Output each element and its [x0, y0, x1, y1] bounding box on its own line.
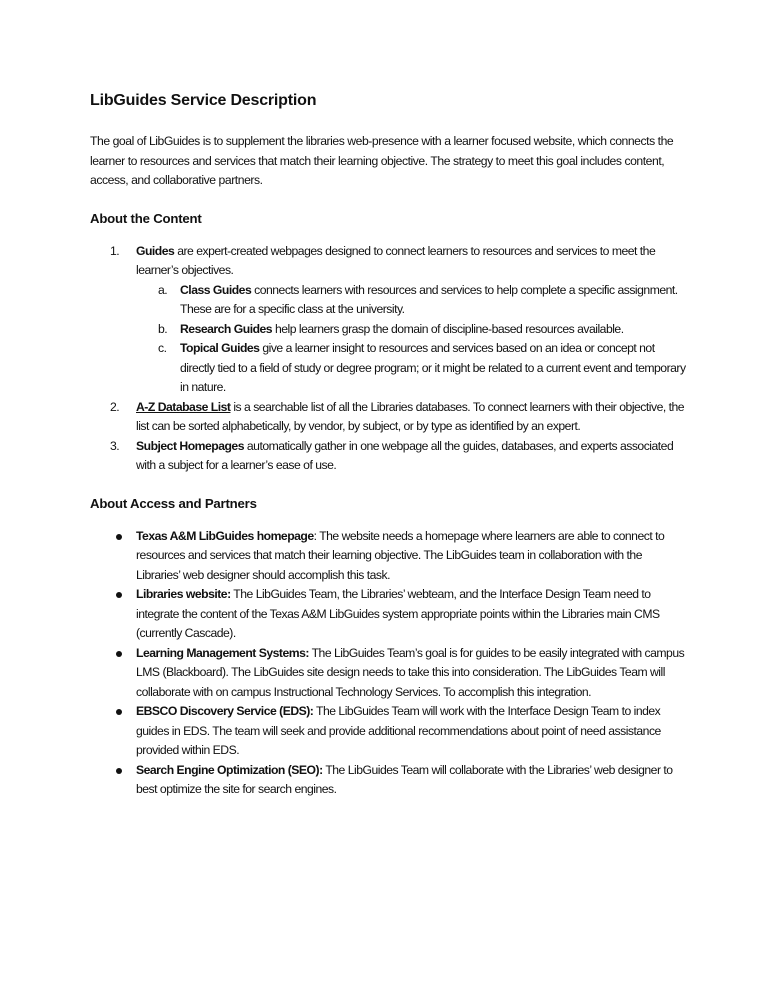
bullet-icon — [116, 534, 122, 540]
item-text: help learners grasp the domain of discipline-based resources available. — [272, 321, 624, 336]
access-item-eds — [90, 702, 688, 761]
access-item-seo — [90, 761, 688, 800]
item-term: Class Guides — [180, 282, 252, 297]
item-term: Texas A&M LibGuides homepage — [136, 528, 314, 543]
access-list — [90, 527, 688, 800]
bullet-icon — [116, 651, 122, 657]
bullet-icon — [116, 768, 122, 774]
list-marker: b. — [158, 321, 168, 336]
document-title: LibGuides Service Description — [90, 92, 317, 109]
bullet-icon — [116, 592, 122, 598]
item-text: automatically gather in one webpage all the guides, databases, and experts associated with a subject for a learner’s ease of use. — [136, 438, 674, 472]
list-marker: c. — [158, 341, 167, 355]
item-term: EBSCO Discovery Service (EDS): — [136, 704, 314, 718]
subitem-class-guides — [136, 281, 688, 320]
item-text: are expert-created webpages designed to connect learners to resources and services to meet the learner’s objectives. — [136, 243, 656, 277]
subitem-topical-guides — [136, 339, 688, 398]
document-page — [90, 92, 688, 800]
item-text: The LibGuides Team will collaborate with the Libraries’ web designer to best optimize the site for search engines. — [136, 762, 673, 796]
access-item-homepage — [90, 527, 688, 586]
list-marker: 3. — [110, 438, 120, 453]
item-term: Subject Homepages — [136, 438, 244, 453]
content-item-subject-homepages — [90, 437, 688, 476]
item-text: : The website needs a homepage where learners are able to connect to resources and services that match their learning objective. The LibGuides team in collaboration with the Libraries’ web designer should accomplish this task. — [136, 528, 665, 582]
list-marker: 1. — [110, 243, 120, 258]
content-item-az-database-list — [90, 398, 688, 437]
bullet-icon — [116, 709, 122, 715]
item-text: give a learner insight to resources and services based on an idea or concept not directly tied to a field of study or degree program; or it might be related to a current event and temporary in nature. — [180, 341, 686, 394]
item-text: The LibGuides Team, the Libraries’ webteam, and the Interface Design Team need to integrate the content of the Texas A&M LibGuides system appropriate points within the Libraries main CMS (currently Cascade). — [136, 587, 660, 640]
content-list — [90, 242, 688, 476]
item-term: Search Engine Optimization (SEO): — [136, 762, 323, 777]
content-heading: About the Content — [90, 210, 202, 226]
item-text: The LibGuides Team will work with the Interface Design Team to index guides in EDS. The team will seek and provide additional recommendations about point of need assistance provided within EDS. — [136, 704, 661, 757]
item-text: is a searchable list of all the Libraries databases. To connect learners with their objective, the list can be sorted alphabetically, by vendor, by subject, or by type as identified by an expert. — [136, 399, 685, 433]
item-term: Learning Management Systems: — [136, 645, 309, 660]
list-marker: 2. — [110, 399, 120, 414]
access-heading: About Access and Partners — [90, 495, 257, 511]
item-term: Topical Guides — [180, 341, 260, 355]
item-text: The LibGuides Team’s goal is for guides to be easily integrated with campus LMS (Blackboard). The LibGuides site design needs to take this into consideration. The LibGuides Team will collaborate with on campus Instructional Technology Services. To accomplish this integration. — [136, 645, 685, 699]
content-item-guides — [90, 242, 688, 398]
item-term: A-Z Database List — [136, 399, 231, 414]
item-text: connects learners with resources and services to help complete a specific assignment. These are for a specific class at the university. — [180, 282, 678, 316]
intro-paragraph: The goal of LibGuides is to supplement the libraries web-presence with a learner focused website, which connects the learner to resources and services that match their learning objective. The strategy to meet this goal includes content, access, and collaborative partners. — [90, 134, 674, 187]
guide-types-list — [136, 281, 688, 398]
item-term: Guides — [136, 243, 175, 258]
access-item-lms — [90, 644, 688, 703]
subitem-research-guides — [136, 320, 688, 340]
list-marker: a. — [158, 282, 168, 297]
item-term: Research Guides — [180, 321, 273, 336]
access-item-libraries-website — [90, 585, 688, 644]
item-term: Libraries website: — [136, 587, 231, 601]
